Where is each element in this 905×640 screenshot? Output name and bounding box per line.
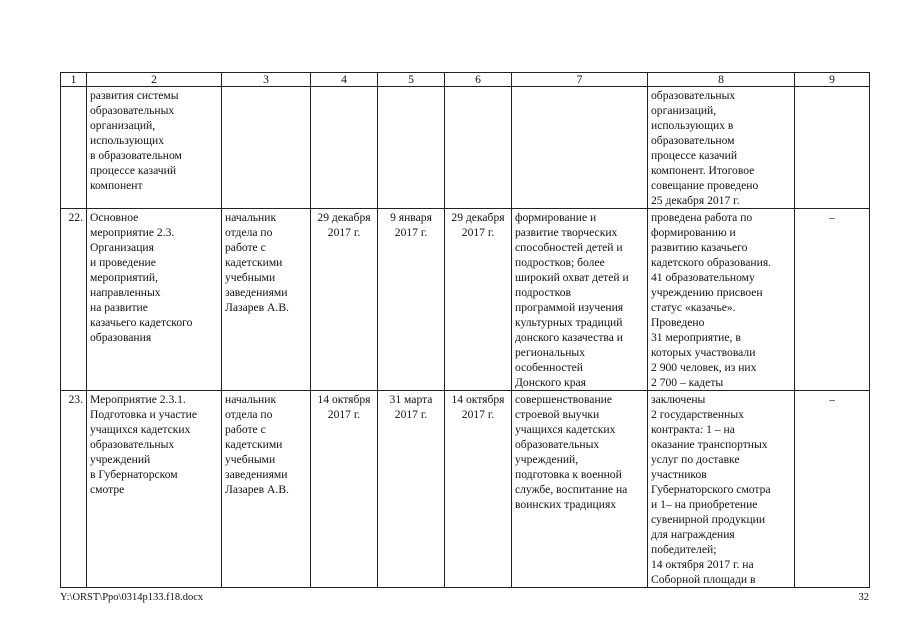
cell-text-line: использующих в: [651, 119, 734, 132]
cell-text-line: кадетскими: [225, 256, 283, 269]
row-number-cell: [61, 87, 87, 209]
fact-end-cell: [445, 209, 512, 391]
header-cell: 3: [222, 73, 311, 87]
cell-text-line: широкий охват детей и: [515, 271, 629, 284]
cell-text-line: заведениями: [225, 286, 288, 299]
header-cell: 7: [512, 73, 648, 87]
cell-text-line: работе с: [225, 423, 266, 436]
cell-text-line: оказание транспортных: [651, 438, 768, 451]
cell-text-line: организаций,: [90, 119, 156, 132]
actual-result-cell: [648, 87, 795, 209]
cell-text-line: процессе казачий: [90, 164, 177, 177]
note-cell: –: [795, 391, 870, 588]
header-cell: 1: [61, 73, 87, 87]
cell-text-line: 2017 г.: [461, 408, 495, 421]
cell-text-line: 2 900 человек, из них: [651, 361, 757, 374]
fact-start-cell: [378, 391, 445, 588]
cell-text-line: подготовка к военной: [515, 468, 622, 481]
fact-start-cell: [378, 209, 445, 391]
cell-text-line: программой изучения: [515, 301, 624, 314]
cell-text-line: начальник: [225, 211, 277, 224]
plan-date-cell: [311, 391, 378, 588]
cell-text-line: Донского края: [515, 376, 586, 389]
cell-text-line: кадетского образования.: [651, 256, 772, 269]
cell-text-line: использующих: [90, 134, 164, 147]
cell-text-line: развитию казачьего: [651, 241, 748, 254]
fact-end-cell: [445, 391, 512, 588]
cell-text-line: образования: [90, 331, 152, 344]
cell-text-line: проведена работа по: [651, 211, 753, 224]
cell-text-line: отдела по: [225, 408, 273, 421]
expected-result-cell: [512, 209, 648, 391]
cell-text-line: в образовательном: [90, 149, 182, 162]
cell-text-line: 9 января: [390, 211, 432, 224]
cell-text-line: Организация: [90, 241, 154, 254]
cell-text-line: 2017 г.: [327, 226, 361, 239]
cell-text-line: 41 образовательному: [651, 271, 755, 284]
cell-text-line: учащихся кадетских: [90, 423, 191, 436]
cell-text-line: организаций,: [651, 104, 717, 117]
cell-text-line: Соборной площади в: [651, 573, 756, 586]
row-number-cell: 23.: [61, 391, 87, 588]
cell-text-line: учащихся кадетских: [515, 423, 616, 436]
cell-text-line: заведениями: [225, 468, 288, 481]
header-cell: 9: [795, 73, 870, 87]
header-cell: 8: [648, 73, 795, 87]
cell-text-line: Подготовка и участие: [90, 408, 197, 421]
cell-text-line: учреждений,: [515, 453, 579, 466]
measure-name-cell: [87, 87, 222, 209]
cell-text-line: образовательных: [515, 438, 600, 451]
cell-text-line: Губернаторского смотра: [651, 483, 771, 496]
cell-text-line: учреждений: [90, 453, 151, 466]
cell-text-line: 14 октября: [317, 393, 371, 406]
header-cell: 4: [311, 73, 378, 87]
actual-result-cell: [648, 391, 795, 588]
cell-text-line: способностей детей и: [515, 241, 623, 254]
cell-text-line: учреждению присвоен: [651, 286, 763, 299]
cell-text-line: Проведено: [651, 316, 705, 329]
header-cell: 6: [445, 73, 512, 87]
row-number-cell: 22.: [61, 209, 87, 391]
cell-text-line: особенностей: [515, 361, 583, 374]
table-header-row: [61, 73, 870, 87]
cell-text-line: 2017 г.: [394, 408, 428, 421]
cell-text-line: для награждения: [651, 528, 735, 541]
cell-text-line: Лазарев А.В.: [225, 301, 289, 314]
cell-text-line: контракта: 1 – на: [651, 423, 735, 436]
table-row: [61, 391, 870, 588]
cell-text-line: в Губернаторском: [90, 468, 178, 481]
cell-text-line: казачьего кадетского: [90, 316, 193, 329]
measure-name-cell: [87, 391, 222, 588]
cell-text-line: образовательных: [651, 89, 736, 102]
cell-text-line: развитие творческих: [515, 226, 618, 239]
cell-text-line: донского казачества и: [515, 331, 623, 344]
expected-result-cell: [512, 87, 648, 209]
cell-text-line: образовательных: [90, 438, 175, 451]
cell-text-line: направленных: [90, 286, 161, 299]
note-cell: –: [795, 209, 870, 391]
cell-text-line: подростков: [515, 286, 571, 299]
cell-text-line: участников: [651, 468, 707, 481]
plan-date-cell: [311, 87, 378, 209]
responsible-cell: [222, 391, 311, 588]
cell-text-line: мероприятие 2.3.: [90, 226, 175, 239]
cell-text-line: компонент. Итоговое: [651, 164, 755, 177]
table-row: [61, 209, 870, 391]
note-cell: [795, 87, 870, 209]
cell-text-line: заключены: [651, 393, 706, 406]
cell-text-line: Мероприятие 2.3.1.: [90, 393, 186, 406]
cell-text-line: 2 государственных: [651, 408, 744, 421]
report-table: [60, 72, 870, 588]
file-path: Y:\ORST\Ppo\0314p133.f18.docx: [60, 592, 204, 603]
cell-text-line: формированию и: [651, 226, 736, 239]
table-row: [61, 87, 870, 209]
cell-text-line: компонент: [90, 179, 143, 192]
cell-text-line: подростков; более: [515, 256, 605, 269]
cell-text-line: сувенирной продукции: [651, 513, 766, 526]
cell-text-line: отдела по: [225, 226, 273, 239]
measure-name-cell: [87, 209, 222, 391]
cell-text-line: региональных: [515, 346, 586, 359]
cell-text-line: 14 октября 2017 г. на: [651, 558, 754, 571]
cell-text-line: образовательном: [651, 134, 735, 147]
page-number: 32: [858, 592, 869, 603]
cell-text-line: службе, воспитание на: [515, 483, 628, 496]
document-page: [60, 72, 869, 588]
cell-text-line: 31 мероприятие, в: [651, 331, 741, 344]
cell-text-line: услуг по доставке: [651, 453, 740, 466]
cell-text-line: которых участвовали: [651, 346, 756, 359]
header-cell: 5: [378, 73, 445, 87]
cell-text-line: культурных традиций: [515, 316, 623, 329]
cell-text-line: строевой выучки: [515, 408, 600, 421]
responsible-cell: [222, 209, 311, 391]
cell-text-line: 2017 г.: [394, 226, 428, 239]
cell-text-line: образовательных: [90, 104, 175, 117]
cell-text-line: процессе казачий: [651, 149, 738, 162]
cell-text-line: статус «казачье».: [651, 301, 736, 314]
cell-text-line: 29 декабря: [317, 211, 371, 224]
cell-text-line: 14 октября: [451, 393, 505, 406]
actual-result-cell: [648, 209, 795, 391]
cell-text-line: совещание проведено: [651, 179, 759, 192]
cell-text-line: учебными: [225, 271, 276, 284]
cell-text-line: Лазарев А.В.: [225, 483, 289, 496]
header-cell: 2: [87, 73, 222, 87]
cell-text-line: 31 марта: [389, 393, 433, 406]
fact-end-cell: [445, 87, 512, 209]
plan-date-cell: [311, 209, 378, 391]
cell-text-line: 25 декабря 2017 г.: [651, 194, 740, 207]
cell-text-line: кадетскими: [225, 438, 283, 451]
cell-text-line: Основное: [90, 211, 139, 224]
cell-text-line: 2017 г.: [327, 408, 361, 421]
fact-start-cell: [378, 87, 445, 209]
responsible-cell: [222, 87, 311, 209]
cell-text-line: 2017 г.: [461, 226, 495, 239]
cell-text-line: 2 700 – кадеты: [651, 376, 724, 389]
cell-text-line: на развитие: [90, 301, 148, 314]
cell-text-line: совершенствование: [515, 393, 612, 406]
cell-text-line: и 1– на приобретение: [651, 498, 758, 511]
expected-result-cell: [512, 391, 648, 588]
cell-text-line: смотре: [90, 483, 125, 496]
cell-text-line: учебными: [225, 453, 276, 466]
cell-text-line: мероприятий,: [90, 271, 158, 284]
cell-text-line: начальник: [225, 393, 277, 406]
cell-text-line: воинских традициях: [515, 498, 617, 511]
cell-text-line: 29 декабря: [451, 211, 505, 224]
cell-text-line: развития системы: [90, 89, 179, 102]
cell-text-line: победителей;: [651, 543, 717, 556]
cell-text-line: работе с: [225, 241, 266, 254]
cell-text-line: формирование и: [515, 211, 597, 224]
cell-text-line: и проведение: [90, 256, 156, 269]
